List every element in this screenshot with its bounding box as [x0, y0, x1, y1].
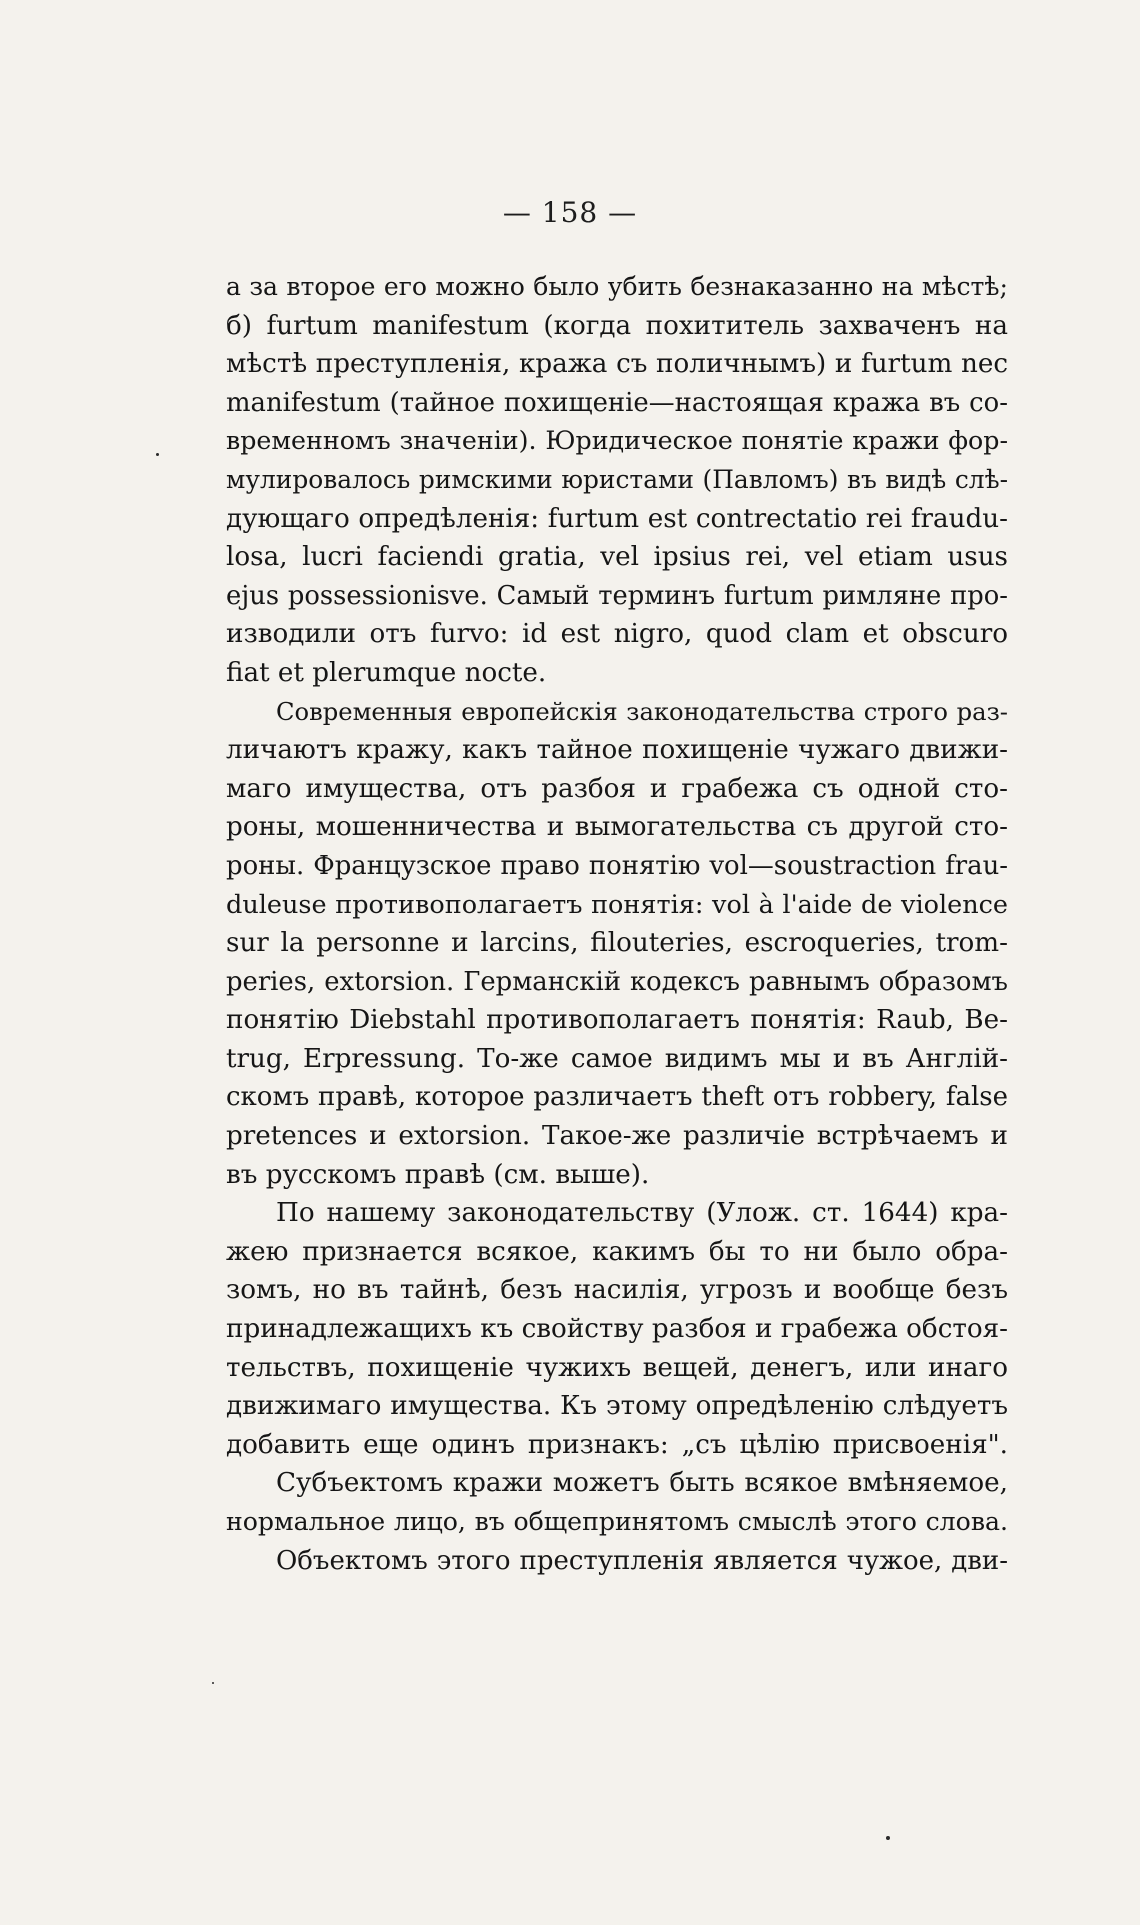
text-line: зомъ, но въ тайнѣ, безъ насилія, угрозъ и вообще безъ	[226, 1275, 1008, 1306]
text-line: понятію Diebstahl противополагаетъ понятія: Raub, Be-	[226, 1005, 1008, 1036]
text-line: peries, extorsion. Германскій кодексъ равнымъ образомъ	[226, 966, 1008, 997]
text-line: Субъектомъ кражи можетъ быть всякое вмѣняемое,	[276, 1468, 1008, 1499]
page-number: — 158 —	[502, 196, 638, 229]
text-line: добавить еще одинъ признакъ: „съ цѣлію присвоенія".	[226, 1429, 1008, 1460]
text-line: Объектомъ этого преступленія является чужое, дви-	[276, 1545, 1008, 1576]
text-line: trug, Erpressung. То-же самое видимъ мы и въ Англій-	[226, 1043, 1008, 1074]
text-line: По нашему законодательству (Улож. ст. 1644) кра-	[276, 1198, 1008, 1229]
text-line: fiat et plerumque nocte.	[226, 657, 547, 688]
text-line: б) furtum manifestum (когда похититель захваченъ на	[226, 310, 1008, 341]
text-line: движимаго имущества. Къ этому опредѣленію слѣдуетъ	[226, 1391, 1008, 1422]
text-line: а за второе его можно было убить безнаказанно на мѣстѣ;	[226, 272, 1008, 301]
text-line: личаютъ кражу, какъ тайное похищеніе чужаго движи-	[226, 735, 1008, 766]
text-line: роны, мошенничества и вымогательства съ другой сто-	[226, 812, 1008, 843]
text-line: дующаго опредѣленія: furtum est contrectatio rei fraudu-	[226, 503, 1008, 534]
text-line: sur la personne и larcins, filouteries, escroqueries, trom-	[226, 928, 1008, 959]
text-line: принадлежащихъ къ свойству разбоя и грабежа обстоя-	[226, 1314, 1008, 1345]
text-line: маго имущества, отъ разбоя и грабежа съ одной сто-	[226, 773, 1008, 804]
text-line: временномъ значеніи). Юридическое понятіе кражи фор-	[226, 426, 1008, 456]
text-line: жею признается всякое, какимъ бы то ни было обра-	[226, 1236, 1008, 1267]
text-line: manifestum (тайное похищеніе—настоящая кража въ со-	[226, 387, 1008, 418]
text-line: ejus possessionisve. Самый терминъ furtum римляне про-	[226, 580, 1008, 611]
body-text	[226, 268, 1008, 1580]
text-line: тельствъ, похищеніе чужихъ вещей, денегъ, или инаго	[226, 1352, 1008, 1383]
text-line: скомъ правѣ, которое различаетъ theft отъ robbery, false	[226, 1082, 1008, 1113]
text-line: losa, lucri faciendi gratia, vel ipsius rei, vel etiam usus	[226, 542, 1008, 573]
text-line: pretences и extorsion. Такое-же различіе встрѣчаемъ и	[226, 1121, 1008, 1152]
text-line: мѣстѣ преступленія, кража съ поличнымъ) и furtum nec	[226, 349, 1008, 380]
text-line: въ русскомъ правѣ (см. выше).	[226, 1159, 650, 1190]
text-line: нормальное лицо, въ общепринятомъ смыслѣ этого слова.	[226, 1507, 1008, 1536]
text-line: изводили отъ furvo: id est nigro, quod clam et obscuro	[226, 619, 1008, 650]
text-line: роны. Французское право понятію vol—soustraction frau-	[226, 850, 1008, 881]
text-line: Современныя европейскія законодательства строго раз-	[276, 697, 1008, 726]
text-line: duleuse противополагаетъ понятія: vol à l'aide de violence	[226, 889, 1008, 920]
text-line: мулировалось римскими юристами (Павломъ) въ видѣ слѣ-	[226, 464, 1008, 494]
